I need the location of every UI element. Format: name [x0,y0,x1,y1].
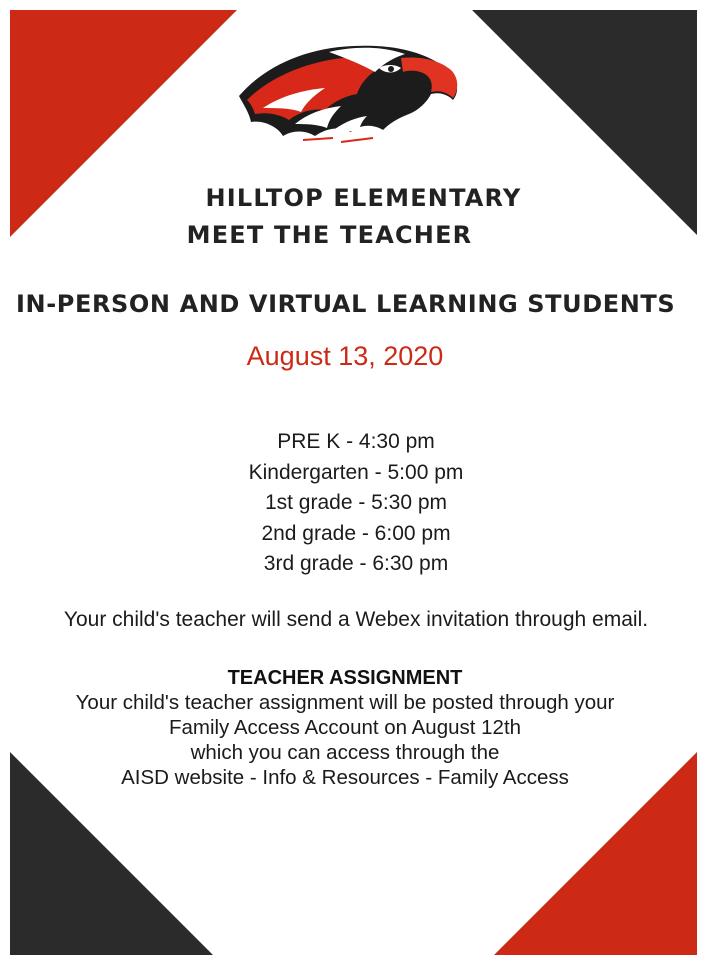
event-title-heading: MEET THE TEACHER [186,221,473,249]
event-date: August 13, 2020 [246,341,444,371]
schedule-item: 3rd grade - 6:30 pm [263,552,449,575]
schedule-item: 1st grade - 5:30 pm [264,491,448,514]
webex-invitation-note: Your child's teacher will send a Webex invitation through email. [63,608,649,631]
grade-schedule-list [0,427,707,580]
eagle-head-mascot-icon [233,38,463,146]
school-name-heading: HILLTOP ELEMENTARY [205,184,522,212]
assignment-line: Your child's teacher assignment will be posted through your [75,691,615,714]
audience-subheading: IN-PERSON AND VIRTUAL LEARNING STUDENTS [16,290,676,318]
schedule-item: 2nd grade - 6:00 pm [261,521,451,545]
teacher-assignment-heading: TEACHER ASSIGNMENT [227,667,463,689]
assignment-line: AISD website - Info & Resources - Family Access [121,766,569,789]
schedule-item: Kindergarten - 5:00 pm [248,460,464,484]
teacher-assignment-body [0,690,690,790]
assignment-line: which you can access through the [190,741,500,764]
schedule-item: PRE K - 4:30 pm [277,430,435,453]
assignment-line: Family Access Account on August 12th [168,716,522,739]
